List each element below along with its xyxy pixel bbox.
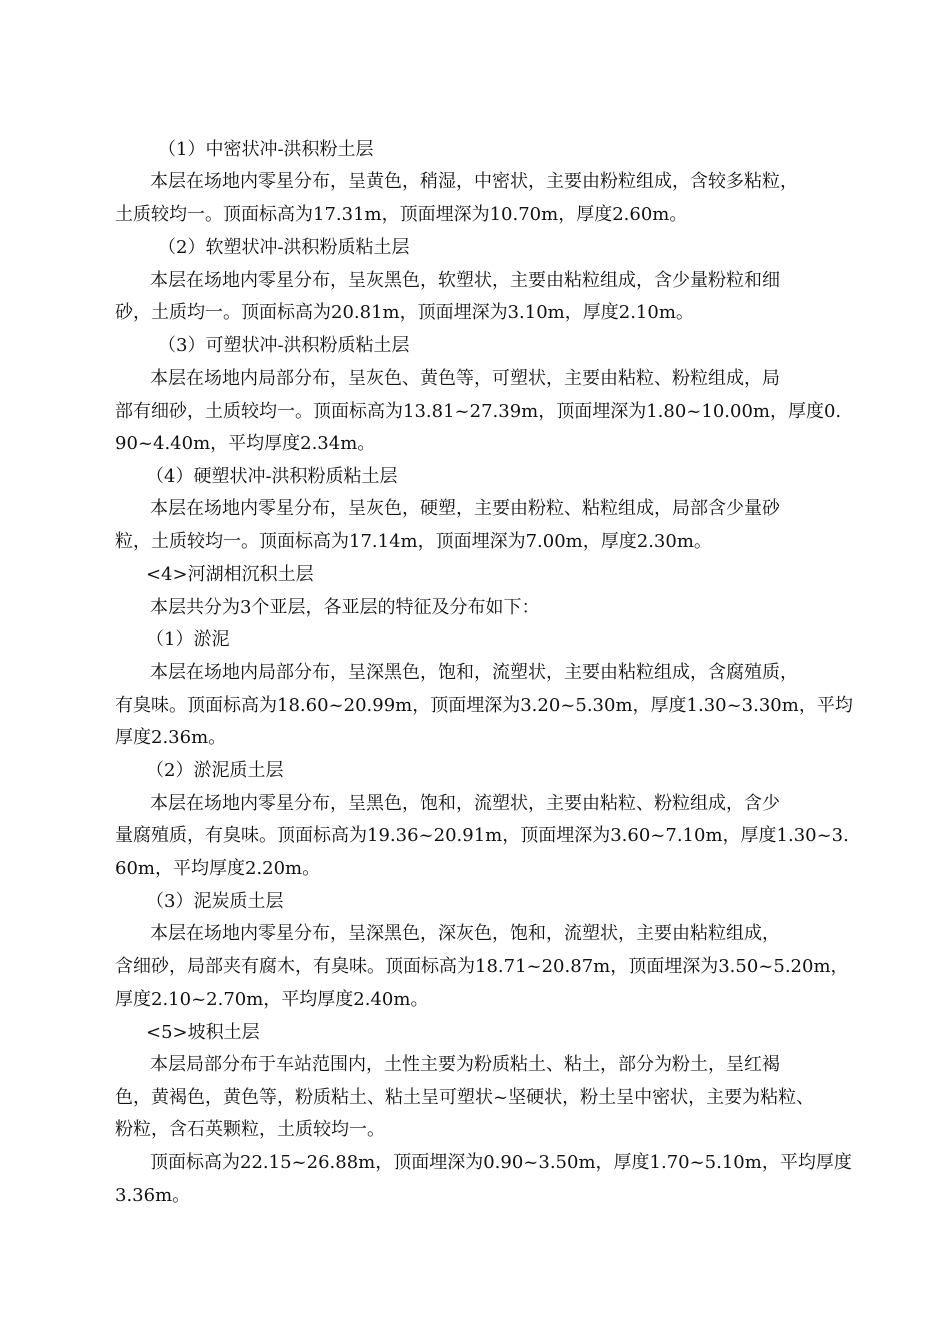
section-heading-lacustrine: <4>河湖相沉积土层 [146, 564, 314, 585]
heading-mucky-soil: （2）淤泥质土层 [146, 760, 284, 781]
heading-peaty-soil: （3）泥炭质土层 [146, 891, 284, 912]
paragraph-line: 土质较均一。顶面标高为17.31m，顶面埋深为10.70m，厚度2.60m。 [115, 204, 688, 225]
heading-hard-plastic-clay: （4）硬塑状冲-洪积粉质粘土层 [146, 466, 398, 487]
paragraph-line: 本层在场地内零星分布，呈灰色，硬塑，主要由粉粒、粘粒组成，局部含少量砂 [150, 498, 780, 519]
paragraph-line: 厚度2.36m。 [115, 727, 227, 748]
heading-plastic-clay: （3）可塑状冲-洪积粉质粘土层 [158, 335, 410, 356]
paragraph-line: 本层在场地内局部分布，呈灰色、黄色等，可塑状，主要由粘粒、粉粒组成，局 [150, 368, 780, 389]
heading-silt-mud: （1）淤泥 [146, 629, 230, 650]
paragraph-line: 量腐殖质，有臭味。顶面标高为19.36~20.91m，顶面埋深为3.60~7.10m，厚度1.30~3. [115, 825, 849, 846]
paragraph-line: 本层在场地内局部分布，呈深黑色，饱和，流塑状，主要由粘粒组成，含腐殖质， [150, 662, 798, 683]
paragraph-line: 部有细砂，土质较均一。顶面标高为13.81~27.39m，顶面埋深为1.80~10.00m，厚度0. [115, 401, 842, 422]
paragraph-line: 本层在场地内零星分布，呈黑色，饱和，流塑状，主要由粘粒、粉粒组成，含少 [150, 793, 780, 814]
paragraph-line: 本层局部分布于车站范围内，土性主要为粉质粘土、粘土，部分为粉土，呈红褐 [150, 1054, 780, 1075]
paragraph-line: 顶面标高为22.15~26.88m，顶面埋深为0.90~3.50m，厚度1.70~5.10m，平均厚度 [150, 1152, 852, 1173]
paragraph-line: 本层在场地内零星分布，呈灰黑色，软塑状，主要由粘粒组成，含少量粉粒和细 [150, 270, 780, 291]
paragraph-line: 粒，土质较均一。顶面标高为17.14m，顶面埋深为7.00m，厚度2.30m。 [115, 531, 712, 552]
paragraph-line: 本层在场地内零星分布，呈黄色，稍湿，中密状，主要由粉粒组成，含较多粘粒， [150, 171, 798, 192]
paragraph-line: 60m，平均厚度2.20m。 [115, 858, 321, 879]
paragraph-line: 本层共分为3个亚层，各亚层的特征及分布如下： [150, 597, 540, 618]
paragraph-line: 砂，土质均一。顶面标高为20.81m，顶面埋深为3.10m，厚度2.10m。 [115, 302, 694, 323]
section-heading-slope-deposit: <5>坡积土层 [146, 1022, 260, 1043]
heading-dense-silt: （1）中密状冲-洪积粉土层 [158, 139, 374, 160]
paragraph-line: 色，黄褐色，黄色等，粉质粘土、粘土呈可塑状~坚硬状，粉土呈中密状，主要为粘粒、 [115, 1087, 815, 1108]
paragraph-line: 本层在场地内零星分布，呈深黑色，深灰色，饱和，流塑状，主要由粘粒组成， [150, 923, 780, 944]
paragraph-line: 粉粒，含石英颗粒，土质较均一。 [115, 1119, 385, 1140]
paragraph-line: 3.36m。 [115, 1185, 191, 1206]
paragraph-line: 含细砂，局部夹有腐木，有臭味。顶面标高为18.71~20.87m，顶面埋深为3.50~5.20m， [115, 956, 849, 977]
paragraph-line: 90~4.40m，平均厚度2.34m。 [115, 433, 376, 454]
paragraph-line: 有臭味。顶面标高为18.60~20.99m，顶面埋深为3.20~5.30m，厚度1.30~3.30m，平均 [115, 695, 853, 716]
paragraph-line: 厚度2.10~2.70m，平均厚度2.40m。 [115, 989, 429, 1010]
heading-soft-plastic-clay: （2）软塑状冲-洪积粉质粘土层 [158, 237, 410, 258]
